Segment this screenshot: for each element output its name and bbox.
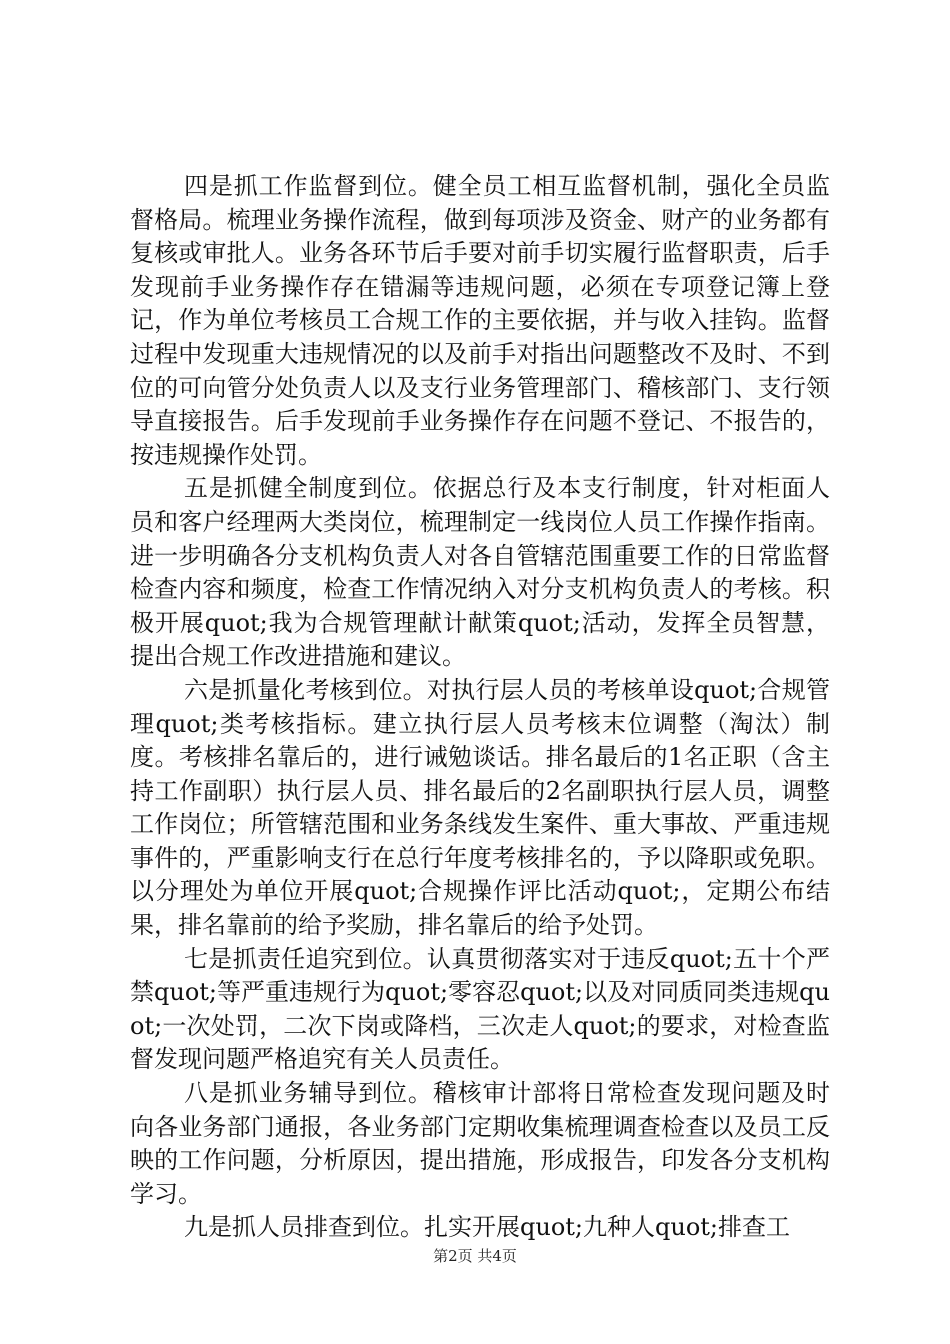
paragraph-7-accountability: 七是抓责任追究到位。认真贯彻落实对于违反quot;五十个严禁quot;等严重违规行为quot;零容忍quot;以及对同质同类违规quot;一次处罚，二次下岗或降档，三次走人quot;的要求，对检查监督发现问题严格追究有关人员责任。 — [130, 944, 830, 1074]
paragraph-6-assessment: 六是抓量化考核到位。对执行层人员的考核单设quot;合规管理quot;类考核指标。建立执行层人员考核末位调整（淘汰）制度。考核排名靠后的，进行诫勉谈话。排名最后的1名正职（含主持工作副职）执行层人员、排名最后的2名副职执行层人员，调整工作岗位；所管辖范围和业务条线发生案件、重大事故、严重违规事件的，严重影响支行在总行年度考核排名的，予以降职或免职。以分理处为单位开展quot;合规操作评比活动quot;，定期公布结果，排名靠前的给予奖励，排名靠后的给予处罚。 — [130, 675, 830, 940]
document-body — [130, 170, 830, 1245]
paragraph-4-supervision: 四是抓工作监督到位。健全员工相互监督机制，强化全员监督格局。梳理业务操作流程，做到每项涉及资金、财产的业务都有复核或审批人。业务各环节后手要对前手切实履行监督职责，后手发现前手业务操作存在错漏等违规问题，必须在专项登记簿上登记，作为单位考核员工合规工作的主要依据，并与收入挂钩。监督过程中发现重大违规情况的以及前手对指出问题整改不及时、不到位的可向管分处负责人以及支行业务管理部门、稽核部门、支行领导直接报告。后手发现前手业务操作存在问题不登记、不报告的，按违规操作处罚。 — [130, 172, 830, 469]
paragraph-5-system: 五是抓健全制度到位。依据总行及本支行制度，针对柜面人员和客户经理两大类岗位，梳理制定一线岗位人员工作操作指南。进一步明确各分支机构负责人对各自管辖范围重要工作的日常监督检查内容和频度，检查工作情况纳入对分支机构负责人的考核。积极开展quot;我为合规管理献计献策quot;活动，发挥全员智慧，提出合规工作改进措施和建议。 — [130, 474, 830, 671]
paragraph-9-screening: 九是抓人员排查到位。扎实开展quot;九种人quot;排查工 — [184, 1213, 790, 1242]
paragraph-8-guidance: 八是抓业务辅导到位。稽核审计部将日常检查发现问题及时向各业务部门通报，各业务部门定期收集梳理调查检查以及员工反映的工作问题，分析原因，提出措施，形成报告，印发各分支机构学习。 — [130, 1079, 830, 1208]
page-number-footer: 第2页 共4页 — [433, 1247, 517, 1265]
